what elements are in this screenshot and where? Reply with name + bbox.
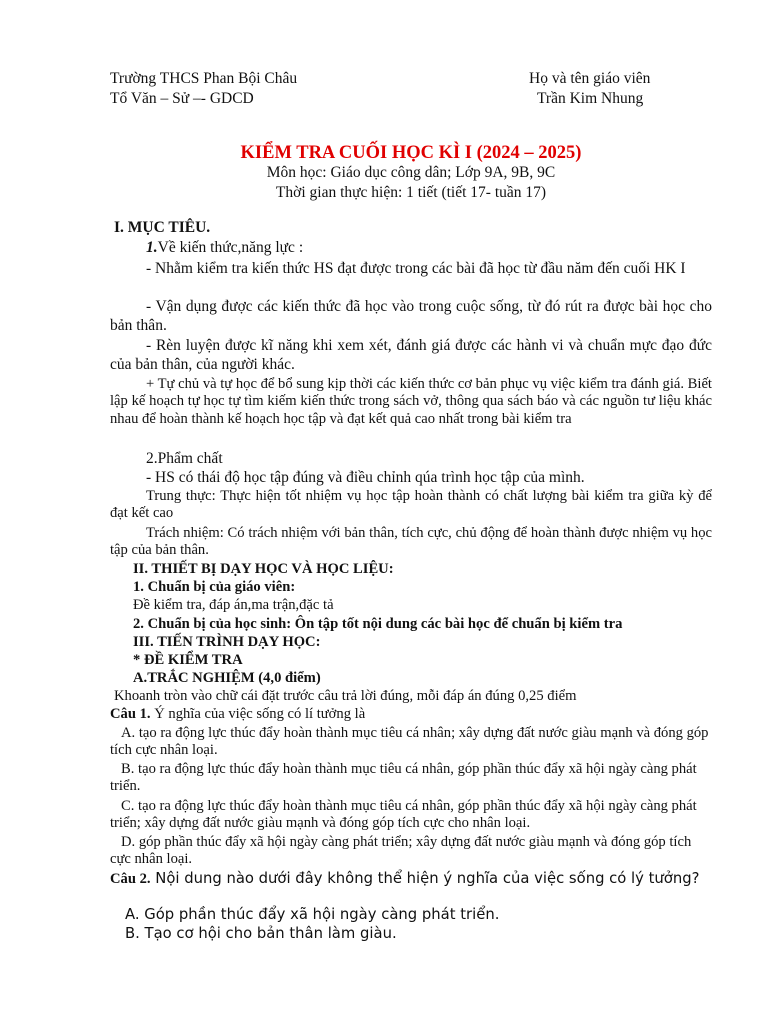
question-2-option-a: A. Góp phần thúc đẩy xã hội ngày càng phát triển. xyxy=(125,906,500,923)
student-prep-heading: 2. Chuẩn bị của học sinh: Ôn tập tốt nội dung các bài học để chuẩn bị kiểm tra xyxy=(133,616,623,632)
multiple-choice-heading: A.TRẮC NGHIỆM (4,0 điểm) xyxy=(133,670,321,686)
quality-item-1: - HS có thái độ học tập đúng và điều chỉnh qúa trình học tập của mình. xyxy=(146,469,585,486)
quality-item-3: Trách nhiệm: Có trách nhiệm với bản thân, tích cực, chủ động để hoàn thành được nhiệm vụ học tập của bản thân. xyxy=(110,525,712,559)
teacher-prep-heading: 1. Chuẩn bị của giáo viên: xyxy=(133,579,296,595)
section-process-heading: III. TIẾN TRÌNH DẠY HỌC: xyxy=(133,634,321,650)
question-1-option-c: C. tạo ra động lực thúc đẩy hoàn thành mục tiêu cá nhân, góp phần thúc đẩy xã hội ngày càng phát triển; xây dựng đất nước giàu mạnh và đóng góp tích cực cho nhân loại. xyxy=(110,798,697,832)
question-1-label: Câu 1. xyxy=(110,706,151,722)
question-2-option-b: B. Tạo cơ hội cho bản thân làm giàu. xyxy=(125,925,397,942)
knowledge-heading xyxy=(146,239,303,258)
section-equipment-heading: II. THIẾT BỊ DẠY HỌC VÀ HỌC LIỆU: xyxy=(133,561,394,577)
question-2-label: Câu 2. xyxy=(110,871,151,887)
question-1-option-a: A. tạo ra động lực thúc đẩy hoàn thành mục tiêu cá nhân; xây dựng đất nước giàu mạnh và đóng góp tích cực nhân loại. xyxy=(110,725,709,759)
question-1-text: Ý nghĩa của việc sống có lí tưởng là xyxy=(154,706,366,722)
quality-heading: 2.Phẩm chất xyxy=(146,450,223,467)
knowledge-heading-text: Về kiến thức,năng lực : xyxy=(157,239,304,256)
question-1 xyxy=(110,706,365,723)
teacher-name: Trần Kim Nhung xyxy=(537,90,644,107)
question-1-option-d: D. góp phần thúc đẩy xã hội ngày càng phát triển; xây dựng đất nước giàu mạnh và đóng góp tích cực nhân loại. xyxy=(110,834,692,868)
question-2 xyxy=(110,870,712,889)
teacher-prep-text: Đề kiểm tra, đáp án,ma trận,đặc tả xyxy=(133,597,334,613)
quality-item-2: Trung thực: Thực hiện tốt nhiệm vụ học tập hoàn thành có chất lượng bài kiểm tra giữa kỳ để đạt kết cao xyxy=(110,488,712,522)
department-name: Tổ Văn – Sử –- GDCD xyxy=(110,90,254,107)
exam-heading: * ĐỀ KIỂM TRA xyxy=(133,652,243,668)
knowledge-item-2: - Vận dụng được các kiến thức đã học vào trong cuộc sống, từ đó rút ra được bài học cho bản thân. xyxy=(110,298,712,334)
knowledge-number: 1. xyxy=(146,239,158,256)
school-name: Trường THCS Phan Bội Châu xyxy=(110,70,298,87)
section-objectives-heading: I. MỤC TIÊU. xyxy=(114,219,211,236)
page-title: KIỂM TRA CUỐI HỌC KÌ I (2024 – 2025) xyxy=(240,143,582,163)
knowledge-item-3: - Rèn luyện được kĩ năng khi xem xét, đánh giá được các hành vi và chuẩn mực đạo đức của bản thân, của người khác. xyxy=(110,337,712,373)
question-1-option-b: B. tạo ra động lực thúc đẩy hoàn thành mục tiêu cá nhân, góp phần thúc đẩy xã hội ngày càng phát triển. xyxy=(110,761,697,795)
duration-line: Thời gian thực hiện: 1 tiết (tiết 17- tuần 17) xyxy=(275,184,547,201)
teacher-label: Họ và tên giáo viên xyxy=(529,70,651,87)
subject-line: Môn học: Giáo dục công dân; Lớp 9A, 9B, 9C xyxy=(266,164,556,181)
knowledge-item-4: + Tự chủ và tự học để bổ sung kịp thời các kiến thức cơ bản phục vụ việc kiểm tra đánh giá. Biết lập kế hoạch tự học tự tìm kiếm kiến thức trong sách vở, thông qua sách báo và các nguồn tư liệu khác nhau để hoàn thành kế hoạch học tập và đạt kết quả cao nhất trong bài kiểm tra xyxy=(110,376,712,427)
knowledge-item-1: - Nhằm kiểm tra kiến thức HS đạt được trong các bài đã học từ đầu năm đến cuối HK I xyxy=(146,260,686,277)
question-2-text: Nội dung nào dưới đây không thể hiện ý nghĩa của việc sống có lý tưởng? xyxy=(155,870,700,887)
instruction-text: Khoanh tròn vào chữ cái đặt trước câu trả lời đúng, mỗi đáp án đúng 0,25 điểm xyxy=(114,688,577,704)
